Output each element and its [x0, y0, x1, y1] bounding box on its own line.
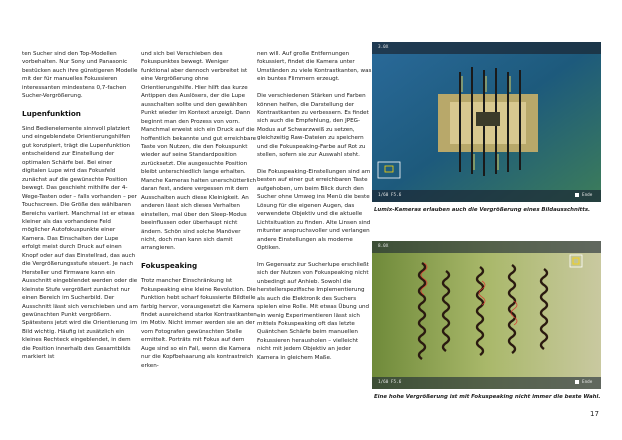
end-button-label[interactable]: Ende	[582, 193, 593, 198]
paragraph: Sind Bedienelemente sinnvoll platziert und eingeblendete Orientierungshilfen gut konzipiert, trägt die Lupenfunktion entscheidend zur Einstellung der optimalen Schärfe bei. Bei einer digitalen Lupe wird das Fokusfeld zunächst auf die gewünschte Position bewegt. Das geschieht mithilfe der 4-Wege-Tasten oder – falls vorhanden – per Touchscreen. Die Größe des wählbaren Bereichs variiert. Manchmal ist er etwas kleiner als das vorhandene Feld möglicher Autofokuspunkte einer Kamera. Das Einschalten der Lupe erfolgt meist durch Druck auf einen Knopf oder auf das Einstellrad, das auch die Vergrößerungsstufe steuert. Je nach Hersteller und Firmware kann ein Ausschnitt eingeblendet werden oder die kleinste Stufe vergrößert zunächst nur einen Bereich im Sucherbild. Der Ausschnitt lässt sich verschieben und am gewünschten Punkt vergrößern. Spätestens jetzt wird die Orientierung im Bild wichtig. Häufig ist zusätzlich ein kleines Rechteck eingeblendet, in dem die Position innerhalb des Gesamtbilds markiert ist	[22, 126, 138, 361]
paragraph: nen will. Auf große Entfernungen fokussiert, findet die Kamera unter Umständen zu viele Kontrastkanten, was ein buntes Flimmern erzeugt.	[257, 51, 372, 83]
camera-fokuspeaking-screenshot	[372, 241, 601, 389]
figure-caption: Lumix-Kameras erlauben auch die Vergrößerung eines Bildausschnitts.	[374, 207, 591, 213]
paragraph: ten Sucher sind den Top-Modellen vorbehalten. Nur Sony und Panasonic bestücken auch ihre günstigeren Modelle mit der für manuelles Fokussieren interessanten mindestens 0,7-fachen Sucher-Vergrößerung.	[22, 51, 138, 100]
paragraph: Im Gegensatz zur Sucherlupe erschließt sich der Nutzen von Fokuspeaking nicht unbedingt auf Anhieb. Sowohl die herstellerspezifische Implementierung als auch die Elektronik des Suchers spielen eine Rolle. Mit etwas Übung und ein wenig Experimentieren lässt sich mittels Fokuspeaking oft das letzte Quäntchen Schärfe beim manuellen Fokussieren herausholen – vielleicht nicht mit jedem Objektiv an jeder Kamera in gleichem Maße.	[257, 261, 370, 361]
figure-caption: Eine hohe Vergrößerung ist mit Fokuspeaking nicht immer die beste Wahl.	[374, 394, 601, 400]
section-heading-fokuspeaking: Fokuspeaking	[141, 261, 198, 271]
menu-icon	[575, 193, 579, 197]
camera-lupe-screenshot	[372, 42, 601, 202]
text-column-2	[141, 50, 257, 378]
paragraph: Die verschiedenen Stärken und Farben können helfen, die Darstellung der Kontrastkanten zu verbessern. Es findet sich auch die Empfehlung, den JPEG-Modus auf Schwarzweiß zu setzen, gleichzeitig Raw-Dateien zu speichern und die Fokuspeaking-Farbe auf Rot zu stellen, sofern sie zur Auswahl steht.	[257, 93, 369, 159]
paragraph: Trotz mancher Einschränkung ist Fokuspeaking eine kleine Revolution. Die Funktion hebt scharf fokussierte Bildteile farbig hervor, vorausgesetzt die Kamera findet ausreichend starke Kontrastkanten im Motiv. Nicht immer werden sie an der vom Fotografen gewünschten Stelle ermittelt. Porträts mit Fokus auf dem Auge sind so ein Fall, wenn die Kamera nur die Kopfbehaarung als kontrastreich erken-	[141, 278, 257, 369]
end-button-label[interactable]: Ende	[582, 380, 593, 385]
text-column-1	[22, 50, 138, 370]
text-column-3	[257, 50, 373, 371]
zoom-level-label: 3.0X	[378, 45, 389, 50]
page-number: 17	[590, 410, 599, 418]
lupe-image	[372, 42, 601, 202]
zoom-level-label: 8.0X	[378, 244, 389, 249]
exposure-readout: 1/60 F5.6	[378, 380, 402, 385]
paragraph: Die Fokuspeaking-Einstellungen sind am besten auf einer gut erreichbaren Taste aufgehoben, um beim Blick durch den Sucher ohne Umweg ins Menü die beste Lösung für die eigenen Augen, das verwendete Objektiv und die aktuelle Lichtsituation zu finden. Alte Linsen sind mitunter anspruchsvoller und verlangen andere Einstellungen als moderne Optiken.	[257, 169, 371, 252]
peaking-image	[372, 241, 601, 389]
exposure-readout: 1/60 F5.6	[378, 193, 402, 198]
paragraph: und sich bei Verschieben des Fokuspunktes bewegt. Weniger funktional aber dennoch verbreitet ist eine Vergrößerung ohne Orientierungshilfe. Hier hilft das kurze Antippen des Auslösers, der die Lupe ausschalten sollte und den gewählten Punkt wieder im Kontext anzeigt. Dann beginnt man den Prozess von vorn. Manchmal erweist sich ein Druck auf die hoffentlich bekannte und gut erreichbare Taste von Nutzen, die den Fokuspunkt wieder auf seine Standardposition zurücksetzt. Die ausgesuchte Position bleibt unterschiedlich lange erhalten. Manche Kameras halten unerschütterlich daran fest, andere vergessen mit dem Ausschalten auch diese Kleinigkeit. An anderen lässt sich dieses Verhalten einstellen, mal über den Sleep-Modus beeinflussen oder überhaupt nicht ändern. Schön sind solche Manöver nicht, doch man kann sich damit arrangieren.	[141, 51, 257, 252]
menu-icon	[575, 380, 579, 384]
section-heading-lupenfunktion: Lupenfunktion	[22, 109, 81, 119]
